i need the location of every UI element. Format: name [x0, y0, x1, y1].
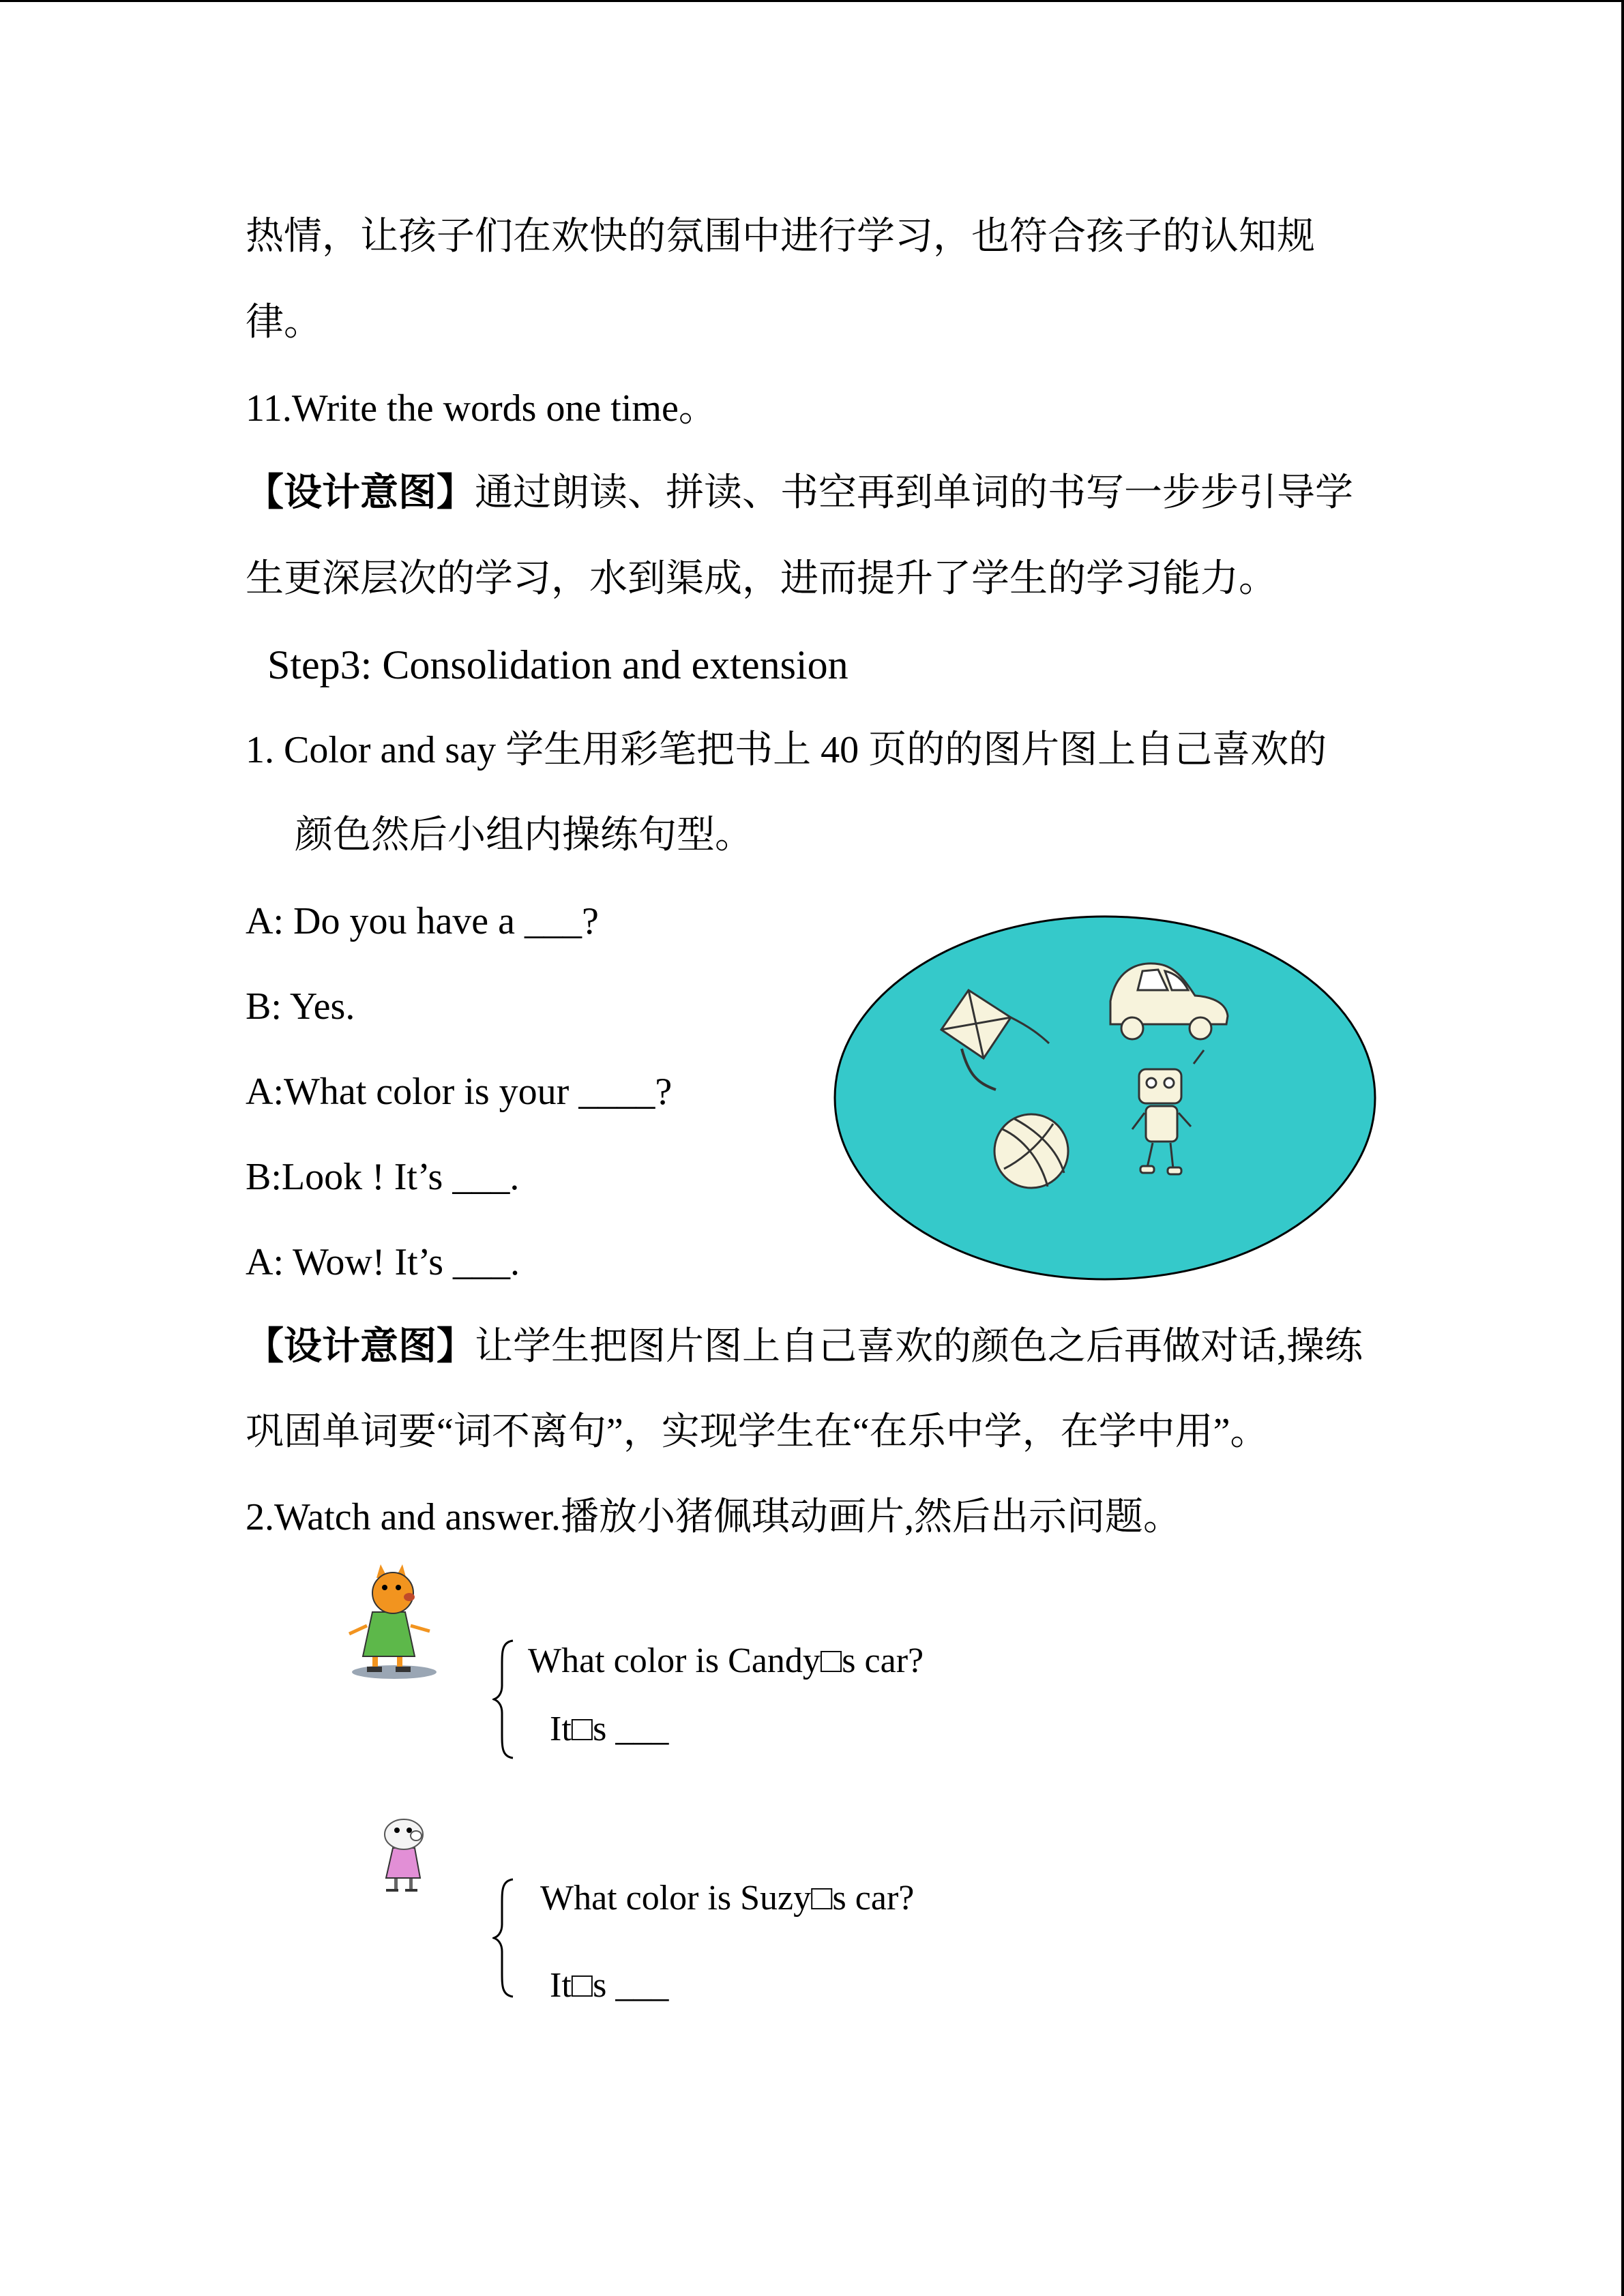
- list-item: 1. Color and say 学生用彩笔把书上 40 页的的图片图上自己喜欢的: [246, 729, 1327, 771]
- answer-blank: It□s ___: [550, 1966, 669, 2005]
- question-text: What color is Candy□s car?: [528, 1641, 924, 1680]
- curly-brace: [492, 1638, 520, 1761]
- design-intent-text: 让学生把图片图上自己喜欢的颜色之后再做对话,操练: [475, 1326, 1363, 1368]
- teal-ellipse: [835, 916, 1375, 1279]
- page-top-border: [0, 0, 1624, 2]
- toys-picture: [832, 914, 1378, 1282]
- step-heading: Step3: Consolidation and extension: [267, 642, 848, 687]
- design-intent-paragraph: [246, 1323, 1363, 1371]
- paragraph-line: 11.Write the words one time。: [246, 387, 717, 430]
- answer-blank: It□s ___: [550, 1710, 669, 1748]
- ball-icon: [994, 1114, 1068, 1188]
- dialogue-line: B:Look ! It’s ___.: [246, 1156, 520, 1198]
- list-item-continuation: 颜色然后小组内操练句型。: [295, 814, 753, 856]
- dialogue-line: A:What color is your ____?: [246, 1071, 673, 1113]
- design-intent-text: 通过朗读、拼读、书空再到单词的书写一步步引导学: [475, 472, 1353, 514]
- design-intent-label: 【设计意图】: [246, 1326, 475, 1368]
- paragraph-line: 热情，让孩子们在欢快的氛围中进行学习，也符合孩子的认知规: [246, 215, 1315, 258]
- dialogue-line: A: Do you have a ___?: [246, 900, 599, 942]
- design-intent-label: 【设计意图】: [246, 472, 475, 514]
- dialogue-line: B: Yes.: [246, 985, 355, 1028]
- suzy-sheep-image: [374, 1810, 435, 1898]
- paragraph-line: 律。: [246, 301, 322, 344]
- design-intent-paragraph: [246, 469, 1353, 517]
- dialogue-line: A: Wow! It’s ___.: [246, 1241, 520, 1283]
- list-item: 2.Watch and answer.播放小猪佩琪动画片,然后出示问题。: [246, 1496, 1181, 1538]
- paragraph-line: 生更深层次的学习，水到渠成，进而提升了学生的学习能力。: [246, 558, 1277, 600]
- candy-cat-image: [340, 1557, 449, 1680]
- question-text: What color is Suzy□s car?: [540, 1879, 915, 1918]
- page-right-border: [1621, 0, 1624, 2296]
- curly-brace: [492, 1877, 520, 1999]
- paragraph-line: 巩固单词要“词不离句”，实现学生在“在乐中学，在学中用”。: [246, 1411, 1269, 1453]
